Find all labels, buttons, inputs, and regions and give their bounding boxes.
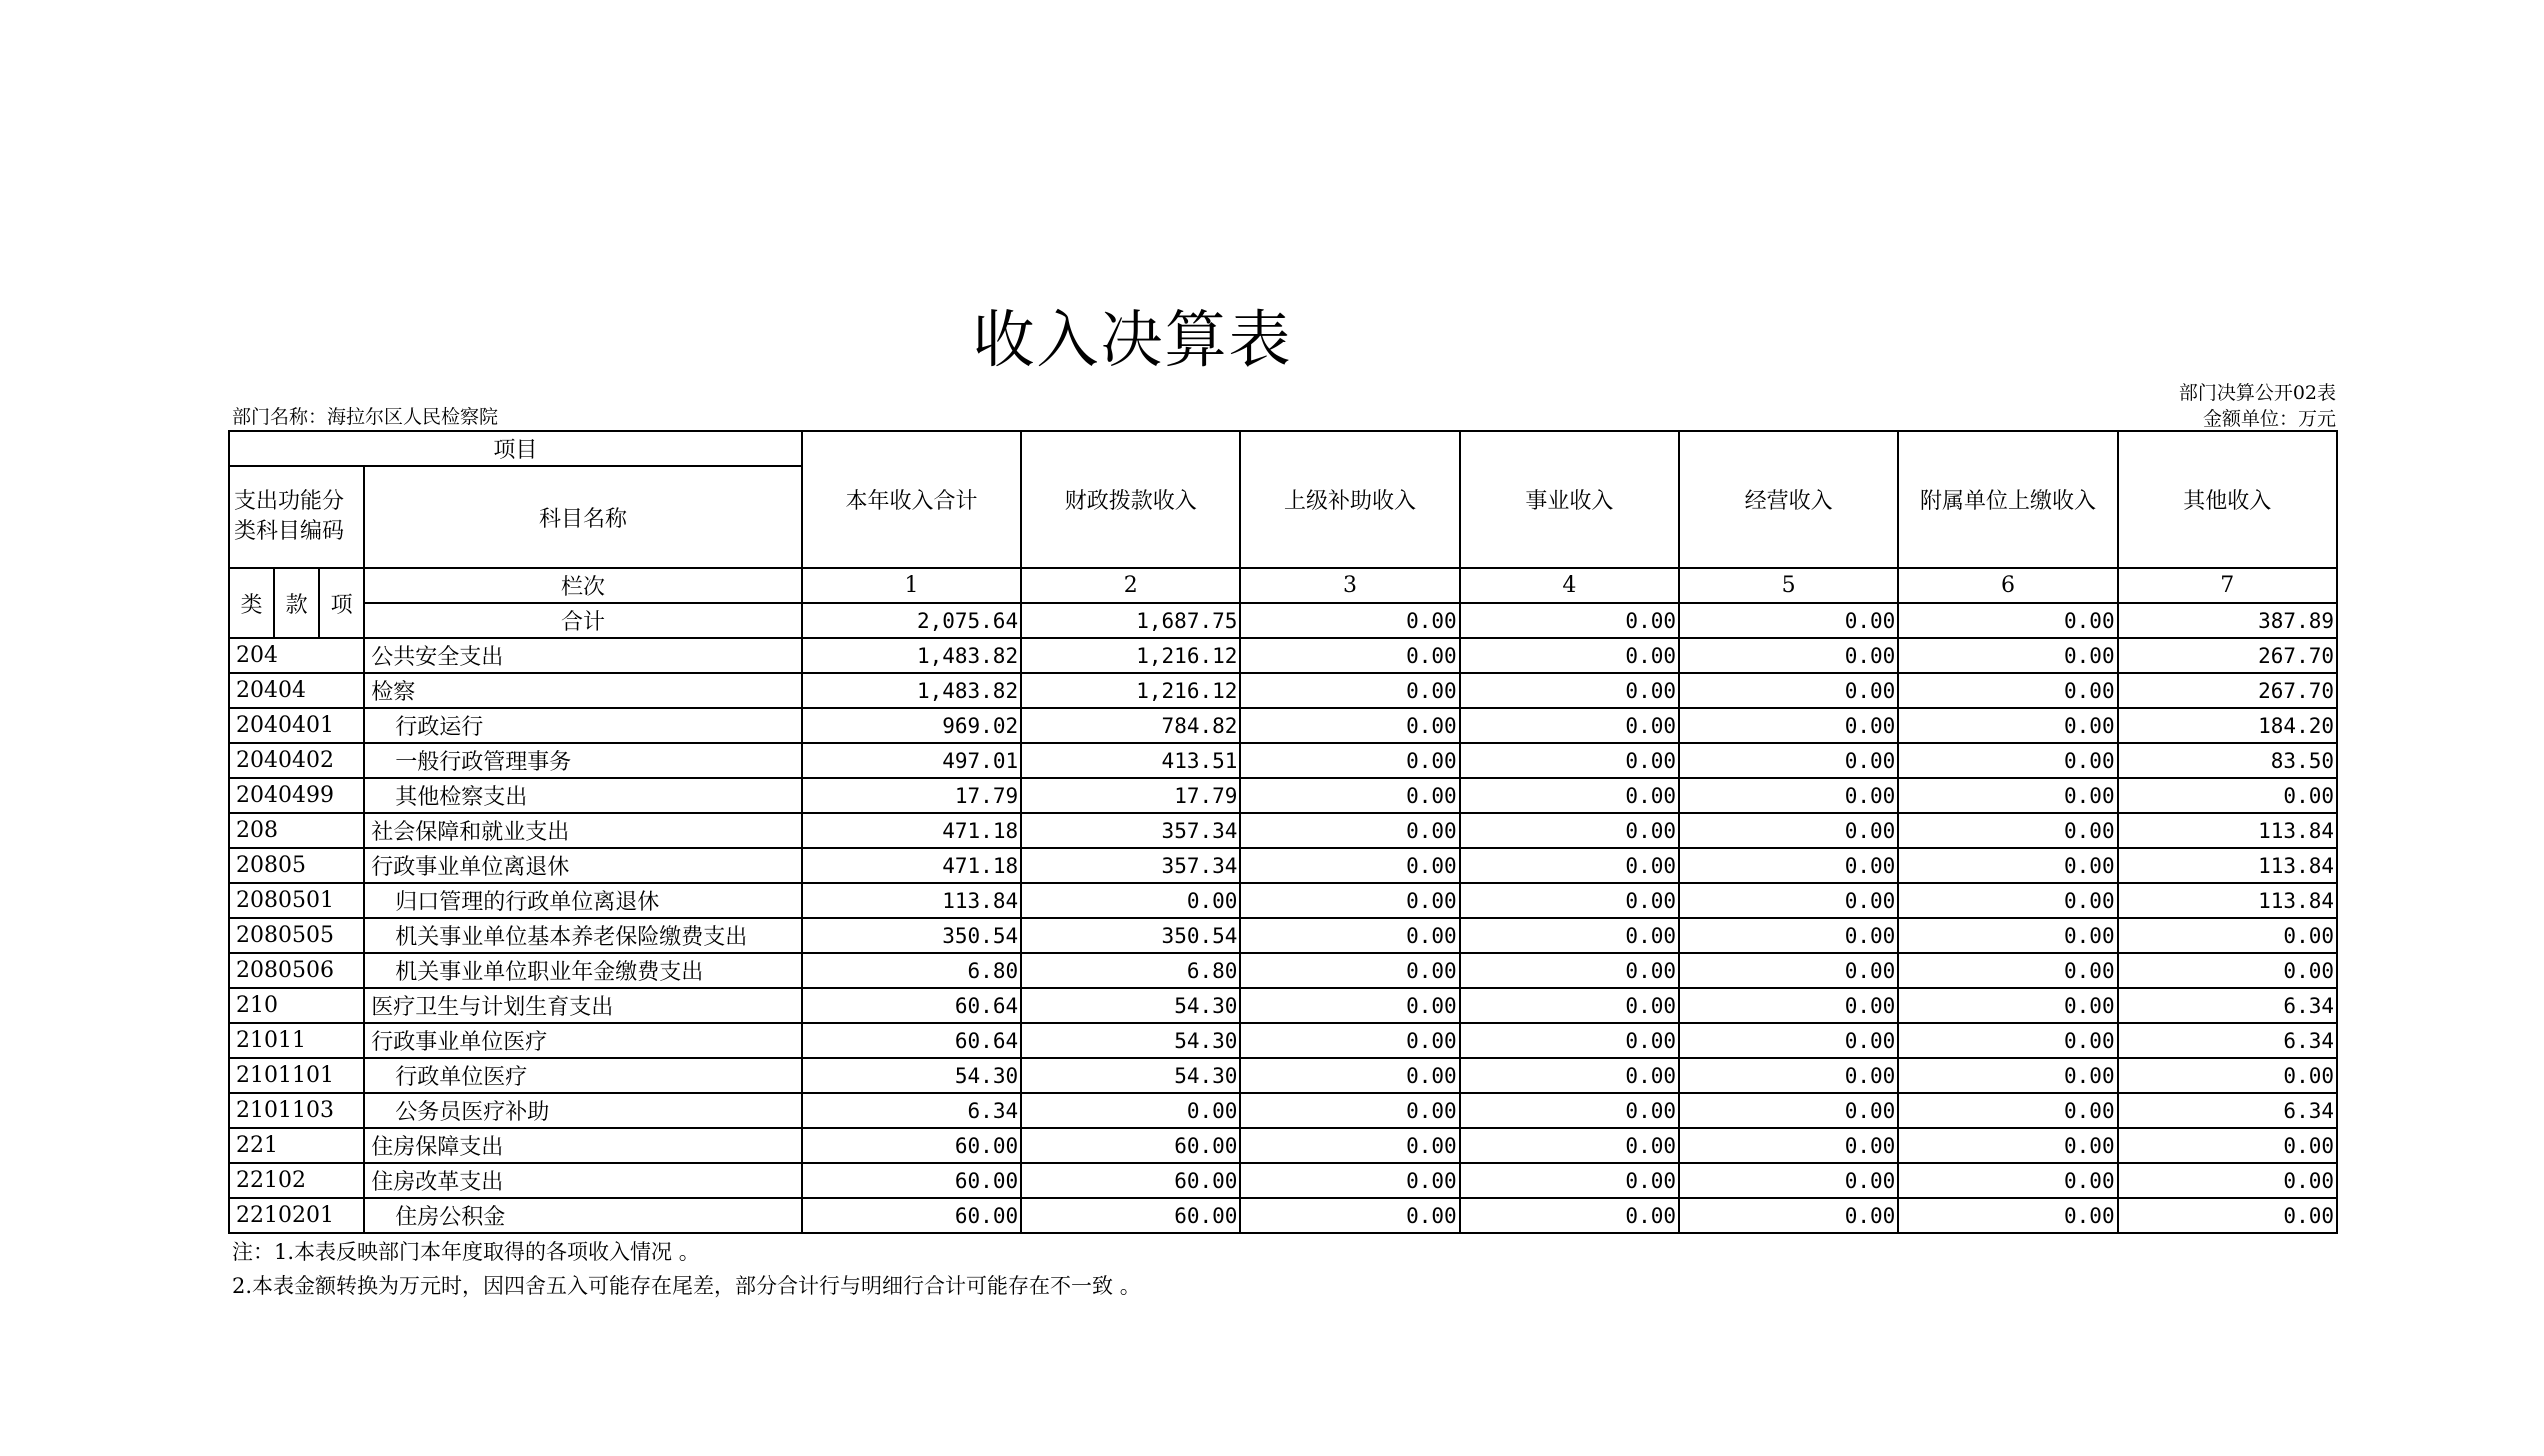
- table-row: [229, 638, 2337, 673]
- amount-cell: 6.80: [1021, 953, 1240, 988]
- amount-cell: 0.00: [1240, 1128, 1459, 1163]
- amount-cell: 17.79: [1021, 778, 1240, 813]
- table-row: [229, 1198, 2337, 1233]
- amount-cell: 0.00: [1898, 743, 2117, 778]
- subject-name: 医疗卫生与计划生育支出: [364, 988, 802, 1023]
- amount-cell: 0.00: [1460, 1058, 1679, 1093]
- header-code: 支出功能分类科目编码: [229, 466, 364, 568]
- header-item: 项目: [229, 431, 802, 466]
- amount-cell: 0.00: [1898, 918, 2117, 953]
- subject-code: 2040499: [229, 778, 364, 813]
- subject-code: 22102: [229, 1163, 364, 1198]
- amount-cell: 0.00: [1898, 778, 2117, 813]
- amount-cell: 113.84: [2118, 813, 2337, 848]
- amount-cell: 0.00: [2118, 1198, 2337, 1233]
- amount-cell: 60.64: [802, 1023, 1021, 1058]
- amount-cell: 0.00: [1460, 813, 1679, 848]
- amount-cell: 0.00: [1898, 1093, 2117, 1128]
- total-row: [229, 603, 2337, 638]
- amount-cell: 83.50: [2118, 743, 2337, 778]
- amount-cell: 17.79: [802, 778, 1021, 813]
- amount-cell: 0.00: [1460, 743, 1679, 778]
- amount-cell: 0.00: [1898, 638, 2117, 673]
- subject-name: 行政事业单位医疗: [364, 1023, 802, 1058]
- amount-cell: 267.70: [2118, 638, 2337, 673]
- amount-cell: 0.00: [1898, 1128, 2117, 1163]
- header-kuan: 款: [274, 568, 319, 638]
- amount-cell: 350.54: [802, 918, 1021, 953]
- subject-name: 一般行政管理事务: [364, 743, 802, 778]
- amount-cell: 0.00: [1240, 813, 1459, 848]
- report-title: 收入决算表: [972, 303, 1293, 376]
- table-row: [229, 708, 2337, 743]
- subject-code: 2080501: [229, 883, 364, 918]
- amount-cell: 0.00: [1679, 883, 1898, 918]
- total-value: 0.00: [1679, 603, 1898, 638]
- header-col-fiscal: 财政拨款收入: [1021, 431, 1240, 568]
- subject-name: 公共安全支出: [364, 638, 802, 673]
- total-value: 1,687.75: [1021, 603, 1240, 638]
- amount-cell: 0.00: [2118, 1128, 2337, 1163]
- amount-cell: 0.00: [1240, 1093, 1459, 1128]
- subject-name: 归口管理的行政单位离退休: [364, 883, 802, 918]
- amount-cell: 0.00: [1460, 1163, 1679, 1198]
- header-col-total: 本年收入合计: [802, 431, 1021, 568]
- amount-cell: 6.34: [2118, 1023, 2337, 1058]
- amount-cell: 0.00: [1679, 953, 1898, 988]
- note-2: 2.本表金额转换为万元时，因四舍五入可能存在尾差，部分合计行与明细行合计可能存在不一致 。: [232, 1274, 1141, 1298]
- subject-code: 2040402: [229, 743, 364, 778]
- amount-cell: 0.00: [1679, 1093, 1898, 1128]
- amount-cell: 60.00: [1021, 1128, 1240, 1163]
- amount-cell: 0.00: [1460, 778, 1679, 813]
- amount-cell: 1,483.82: [802, 638, 1021, 673]
- income-table: [228, 430, 2338, 1234]
- amount-cell: 0.00: [1898, 1023, 2117, 1058]
- amount-cell: 0.00: [1460, 953, 1679, 988]
- subject-code: 208: [229, 813, 364, 848]
- amount-cell: 357.34: [1021, 813, 1240, 848]
- table-row: [229, 918, 2337, 953]
- amount-cell: 0.00: [1240, 883, 1459, 918]
- amount-cell: 0.00: [1898, 673, 2117, 708]
- col-num-4: 4: [1460, 568, 1679, 603]
- amount-cell: 113.84: [2118, 883, 2337, 918]
- amount-cell: 0.00: [1460, 883, 1679, 918]
- header-col-affiliate: 附属单位上缴收入: [1898, 431, 2117, 568]
- amount-cell: 0.00: [1679, 1128, 1898, 1163]
- amount-cell: 1,483.82: [802, 673, 1021, 708]
- amount-cell: 0.00: [1679, 813, 1898, 848]
- amount-cell: 54.30: [1021, 1023, 1240, 1058]
- col-num-7: 7: [2118, 568, 2337, 603]
- amount-cell: 350.54: [1021, 918, 1240, 953]
- amount-cell: 60.64: [802, 988, 1021, 1023]
- amount-cell: 784.82: [1021, 708, 1240, 743]
- amount-cell: 0.00: [1460, 638, 1679, 673]
- table-row: [229, 1093, 2337, 1128]
- amount-cell: 0.00: [1679, 708, 1898, 743]
- header-col-superior: 上级补助收入: [1240, 431, 1459, 568]
- amount-unit: 金额单位：万元: [2202, 408, 2336, 430]
- amount-cell: 0.00: [2118, 778, 2337, 813]
- department-name: 部门名称：海拉尔区人民检察院: [232, 406, 499, 428]
- form-number: 部门决算公开02表: [2178, 382, 2336, 404]
- total-value: 2,075.64: [802, 603, 1021, 638]
- amount-cell: 0.00: [1240, 638, 1459, 673]
- table-row: [229, 778, 2337, 813]
- subject-name: 社会保障和就业支出: [364, 813, 802, 848]
- subject-name: 住房公积金: [364, 1198, 802, 1233]
- subject-code: 210: [229, 988, 364, 1023]
- amount-cell: 60.00: [802, 1128, 1021, 1163]
- amount-cell: 6.34: [2118, 1093, 2337, 1128]
- table-row: [229, 813, 2337, 848]
- header-lei: 类: [229, 568, 274, 638]
- amount-cell: 0.00: [1460, 848, 1679, 883]
- amount-cell: 54.30: [802, 1058, 1021, 1093]
- amount-cell: 0.00: [1898, 708, 2117, 743]
- table-row: [229, 743, 2337, 778]
- amount-cell: 0.00: [1240, 988, 1459, 1023]
- amount-cell: 113.84: [802, 883, 1021, 918]
- subject-code: 2080505: [229, 918, 364, 953]
- amount-cell: 184.20: [2118, 708, 2337, 743]
- amount-cell: 1,216.12: [1021, 638, 1240, 673]
- amount-cell: 0.00: [1679, 638, 1898, 673]
- subject-code: 2080506: [229, 953, 364, 988]
- col-num-2: 2: [1021, 568, 1240, 603]
- amount-cell: 357.34: [1021, 848, 1240, 883]
- amount-cell: 0.00: [2118, 1058, 2337, 1093]
- amount-cell: 0.00: [1679, 1058, 1898, 1093]
- col-num-3: 3: [1240, 568, 1459, 603]
- subject-code: 221: [229, 1128, 364, 1163]
- amount-cell: 497.01: [802, 743, 1021, 778]
- amount-cell: 60.00: [1021, 1198, 1240, 1233]
- amount-cell: 0.00: [2118, 918, 2337, 953]
- subject-name: 行政事业单位离退休: [364, 848, 802, 883]
- total-value: 0.00: [1460, 603, 1679, 638]
- header-xiang: 项: [319, 568, 364, 638]
- amount-cell: 60.00: [1021, 1163, 1240, 1198]
- amount-cell: 0.00: [1679, 778, 1898, 813]
- total-value: 387.89: [2118, 603, 2337, 638]
- amount-cell: 0.00: [1898, 988, 2117, 1023]
- amount-cell: 6.34: [2118, 988, 2337, 1023]
- header-col-operating: 经营收入: [1679, 431, 1898, 568]
- amount-cell: 0.00: [1460, 708, 1679, 743]
- total-value: 0.00: [1240, 603, 1459, 638]
- header-col-other: 其他收入: [2118, 431, 2337, 568]
- amount-cell: 0.00: [1240, 778, 1459, 813]
- amount-cell: 1,216.12: [1021, 673, 1240, 708]
- table-row: [229, 1163, 2337, 1198]
- note-1: 注：1.本表反映部门本年度取得的各项收入情况 。: [232, 1240, 700, 1264]
- amount-cell: 0.00: [1240, 1163, 1459, 1198]
- amount-cell: 0.00: [1460, 988, 1679, 1023]
- amount-cell: 0.00: [1240, 743, 1459, 778]
- amount-cell: 0.00: [1679, 848, 1898, 883]
- amount-cell: 0.00: [1460, 1023, 1679, 1058]
- amount-cell: 0.00: [1679, 673, 1898, 708]
- table-row: [229, 848, 2337, 883]
- col-num-6: 6: [1898, 568, 2117, 603]
- amount-cell: 0.00: [1460, 1128, 1679, 1163]
- subject-name: 其他检察支出: [364, 778, 802, 813]
- amount-cell: 0.00: [1898, 1163, 2117, 1198]
- amount-cell: 0.00: [1240, 673, 1459, 708]
- subject-code: 2040401: [229, 708, 364, 743]
- amount-cell: 113.84: [2118, 848, 2337, 883]
- total-value: 0.00: [1898, 603, 2117, 638]
- table-row: [229, 1023, 2337, 1058]
- subject-code: 21011: [229, 1023, 364, 1058]
- amount-cell: 60.00: [802, 1163, 1021, 1198]
- amount-cell: 0.00: [1898, 813, 2117, 848]
- col-num-1: 1: [802, 568, 1021, 603]
- amount-cell: 0.00: [1240, 1058, 1459, 1093]
- amount-cell: 0.00: [1240, 1023, 1459, 1058]
- table-row: [229, 1058, 2337, 1093]
- amount-cell: 969.02: [802, 708, 1021, 743]
- col-num-5: 5: [1679, 568, 1898, 603]
- amount-cell: 0.00: [1021, 883, 1240, 918]
- amount-cell: 6.80: [802, 953, 1021, 988]
- subject-name: 机关事业单位职业年金缴费支出: [364, 953, 802, 988]
- amount-cell: 0.00: [1240, 1198, 1459, 1233]
- amount-cell: 0.00: [1460, 673, 1679, 708]
- amount-cell: 60.00: [802, 1198, 1021, 1233]
- amount-cell: 0.00: [1679, 1163, 1898, 1198]
- amount-cell: 54.30: [1021, 988, 1240, 1023]
- amount-cell: 0.00: [1460, 1093, 1679, 1128]
- subject-code: 20805: [229, 848, 364, 883]
- table-row: [229, 673, 2337, 708]
- amount-cell: 0.00: [1679, 918, 1898, 953]
- subject-code: 204: [229, 638, 364, 673]
- amount-cell: 413.51: [1021, 743, 1240, 778]
- subject-code: 20404: [229, 673, 364, 708]
- amount-cell: 6.34: [802, 1093, 1021, 1128]
- amount-cell: 471.18: [802, 848, 1021, 883]
- amount-cell: 0.00: [2118, 1163, 2337, 1198]
- subject-code: 2101103: [229, 1093, 364, 1128]
- amount-cell: 0.00: [1240, 918, 1459, 953]
- amount-cell: 0.00: [1898, 953, 2117, 988]
- subject-name: 住房改革支出: [364, 1163, 802, 1198]
- amount-cell: 54.30: [1021, 1058, 1240, 1093]
- subject-name: 行政单位医疗: [364, 1058, 802, 1093]
- amount-cell: 0.00: [1679, 1198, 1898, 1233]
- subject-name: 行政运行: [364, 708, 802, 743]
- amount-cell: 0.00: [1460, 918, 1679, 953]
- amount-cell: 0.00: [1679, 1023, 1898, 1058]
- amount-cell: 0.00: [1679, 988, 1898, 1023]
- header-col-business: 事业收入: [1460, 431, 1679, 568]
- subject-name: 机关事业单位基本养老保险缴费支出: [364, 918, 802, 953]
- report-meta: [2179, 380, 2336, 432]
- table-row: [229, 988, 2337, 1023]
- amount-cell: 0.00: [1240, 848, 1459, 883]
- amount-cell: 0.00: [1898, 1198, 2117, 1233]
- table-row: [229, 883, 2337, 918]
- notes: [232, 1235, 1141, 1303]
- header-name: 科目名称: [364, 466, 802, 568]
- subject-code: 2210201: [229, 1198, 364, 1233]
- amount-cell: 0.00: [1898, 1058, 2117, 1093]
- amount-cell: 0.00: [2118, 953, 2337, 988]
- amount-cell: 471.18: [802, 813, 1021, 848]
- total-label: 合计: [364, 603, 802, 638]
- subject-name: 公务员医疗补助: [364, 1093, 802, 1128]
- amount-cell: 267.70: [2118, 673, 2337, 708]
- table-row: [229, 953, 2337, 988]
- subject-code: 2101101: [229, 1058, 364, 1093]
- amount-cell: 0.00: [1460, 1198, 1679, 1233]
- amount-cell: 0.00: [1679, 743, 1898, 778]
- column-order-label: 栏次: [364, 568, 802, 603]
- amount-cell: 0.00: [1240, 708, 1459, 743]
- table-row: [229, 1128, 2337, 1163]
- amount-cell: 0.00: [1898, 848, 2117, 883]
- subject-name: 检察: [364, 673, 802, 708]
- subject-name: 住房保障支出: [364, 1128, 802, 1163]
- amount-cell: 0.00: [1240, 953, 1459, 988]
- amount-cell: 0.00: [1021, 1093, 1240, 1128]
- amount-cell: 0.00: [1898, 883, 2117, 918]
